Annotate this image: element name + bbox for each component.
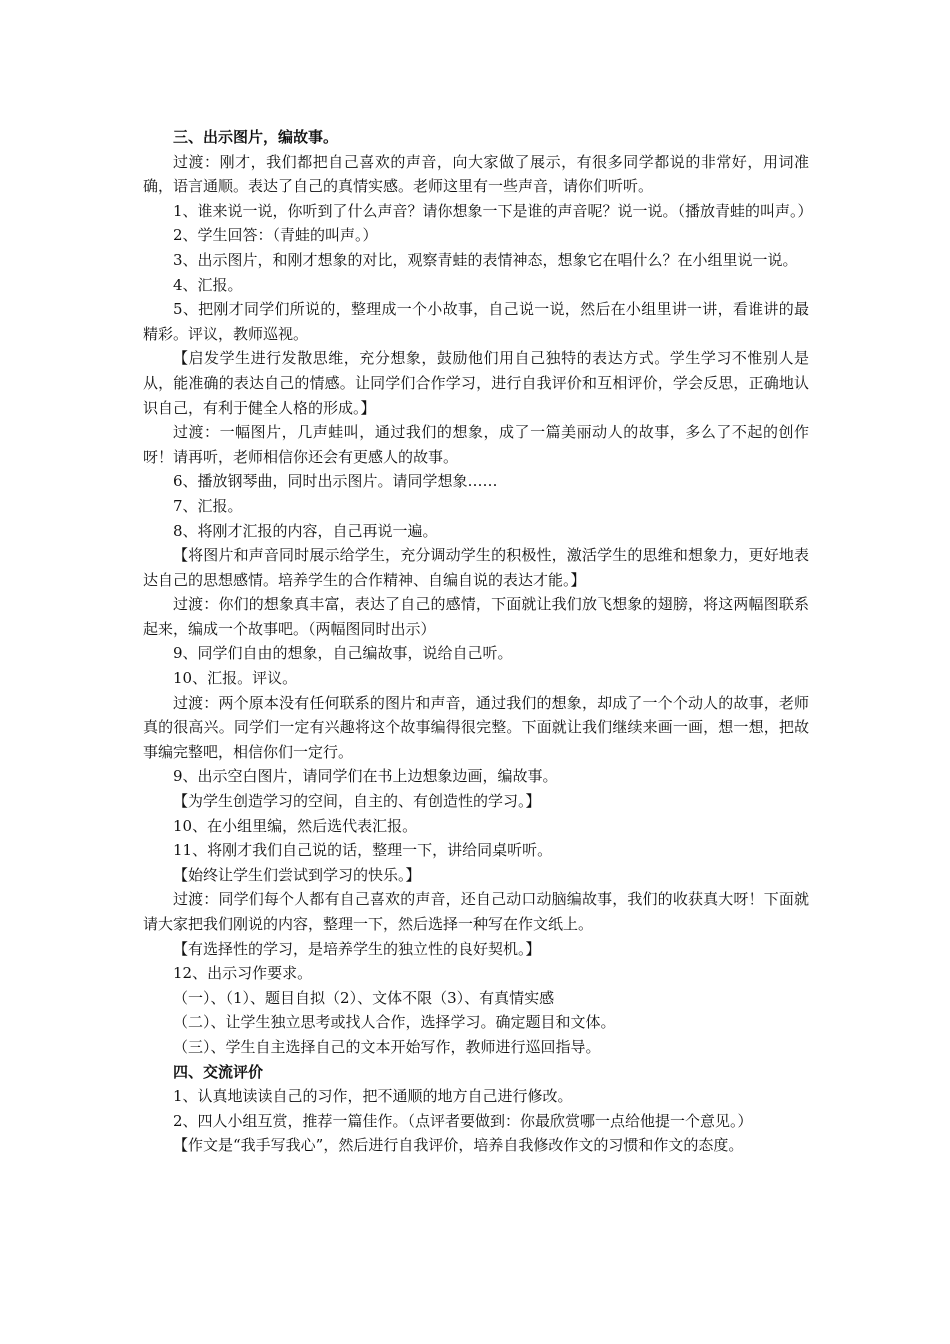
section-heading-4: 四、交流评价 (173, 1062, 264, 1081)
paragraph: 过渡：刚才，我们都把自己喜欢的声音，向大家做了展示，有很多同学都说的非常好，用词准确，语言通顺。表达了自己的真情实感。老师这里有一些声音，请你们听听。 (143, 152, 809, 196)
section-3-paragraphs (143, 150, 813, 1060)
paragraph: 7、汇报。 (173, 496, 243, 515)
paragraph: （二）、让学生独立思考或找人合作，选择学习。确定题目和文体。 (173, 1013, 616, 1032)
document-body (143, 125, 813, 1158)
paragraph: 9、出示空白图片，请同学们在书上边想象边画，编故事。 (173, 767, 558, 786)
paragraph: 【启发学生进行发散思维，充分想象，鼓励他们用自己独特的表达方式。学生学习不惟别人是从，能准确的表达自己的情感。让同学们合作学习，进行自我评价和互相评价，学会反思，正确地认识自己，有利于健全人格的形成。】 (143, 349, 809, 417)
paragraph: 【有选择性的学习，是培养学生的独立性的良好契机。】 (173, 939, 541, 958)
paragraph: 11、将刚才我们自己说的话，整理一下，讲给同桌听听。 (173, 841, 553, 860)
paragraph: 过渡：一幅图片，几声蛙叫，通过我们的想象，成了一篇美丽动人的故事，多么了不起的创作呀！请再听，老师相信你还会有更感人的故事。 (143, 423, 809, 466)
paragraph: 10、在小组里编，然后选代表汇报。 (173, 816, 418, 835)
paragraph: 4、汇报。 (173, 275, 243, 294)
paragraph: 1、认真地读读自己的习作，把不通顺的地方自己进行修改。 (173, 1087, 573, 1106)
paragraph: 10、汇报。评议。 (173, 669, 298, 688)
paragraph: 3、出示图片，和刚才想象的对比，观察青蛙的表情神态，想象它在唱什么？在小组里说一说。 (173, 250, 798, 269)
paragraph: 【为学生创造学习的空间，自主的、有创造性的学习。】 (173, 792, 541, 811)
paragraph: 6、播放钢琴曲，同时出示图片。请同学想象…… (173, 472, 498, 491)
paragraph: 5、把刚才同学们所说的，整理成一个小故事，自己说一说，然后在小组里讲一讲，看谁讲的最精彩。评议，教师巡视。 (143, 300, 809, 343)
paragraph: 1、谁来说一说，你听到了什么声音？请你想象一下是谁的声音呢？说一说。（播放青蛙的叫声。） (173, 201, 813, 220)
paragraph: 【始终让学生们尝试到学习的快乐。】 (173, 865, 421, 884)
paragraph: 【作文是“我手写我心”，然后进行自我评价，培养自我修改作文的习惯和作文的态度。 (173, 1136, 744, 1155)
paragraph: （三）、学生自主选择自己的文本开始写作，教师进行巡回指导。 (173, 1037, 601, 1056)
paragraph: 过渡：同学们每个人都有自己喜欢的声音，还自己动口动脑编故事，我们的收获真大呀！下面就请大家把我们刚说的内容，整理一下，然后选择一种写在作文纸上。 (143, 890, 809, 933)
paragraph: 过渡：两个原本没有任何联系的图片和声音，通过我们的想象，却成了一个个动人的故事，老师真的很高兴。同学们一定有兴趣将这个故事编得很完整。下面就让我们继续来画一画，想一想，把故事编完整吧，相信你们一定行。 (143, 693, 809, 761)
paragraph: 2、学生回答：（青蛙的叫声。） (173, 226, 378, 245)
paragraph: 过渡：你们的想象真丰富，表达了自己的感情，下面就让我们放飞想象的翅膀，将这两幅图联系起来，编成一个故事吧。（两幅图同时出示） (143, 595, 809, 638)
paragraph: 2、四人小组互赏，推荐一篇佳作。（点评者要做到：你最欣赏哪一点给他提一个意见。） (173, 1111, 753, 1130)
paragraph: 12、出示习作要求。 (173, 964, 313, 983)
paragraph: 【将图片和声音同时展示给学生，充分调动学生的积极性，激活学生的思维和想象力，更好地表达自己的思想感情。培养学生的合作精神、自编自说的表达才能。】 (143, 546, 809, 589)
paragraph: 8、将刚才汇报的内容，自己再说一遍。 (173, 521, 438, 540)
paragraph: （一）、（1）、题目自拟（2）、文体不限（3）、有真情实感 (173, 988, 555, 1007)
paragraph: 9、同学们自由的想象，自己编故事，说给自己听。 (173, 644, 513, 663)
section-4-paragraphs (143, 1084, 809, 1158)
section-heading-3: 三、出示图片，编故事。 (173, 128, 339, 146)
